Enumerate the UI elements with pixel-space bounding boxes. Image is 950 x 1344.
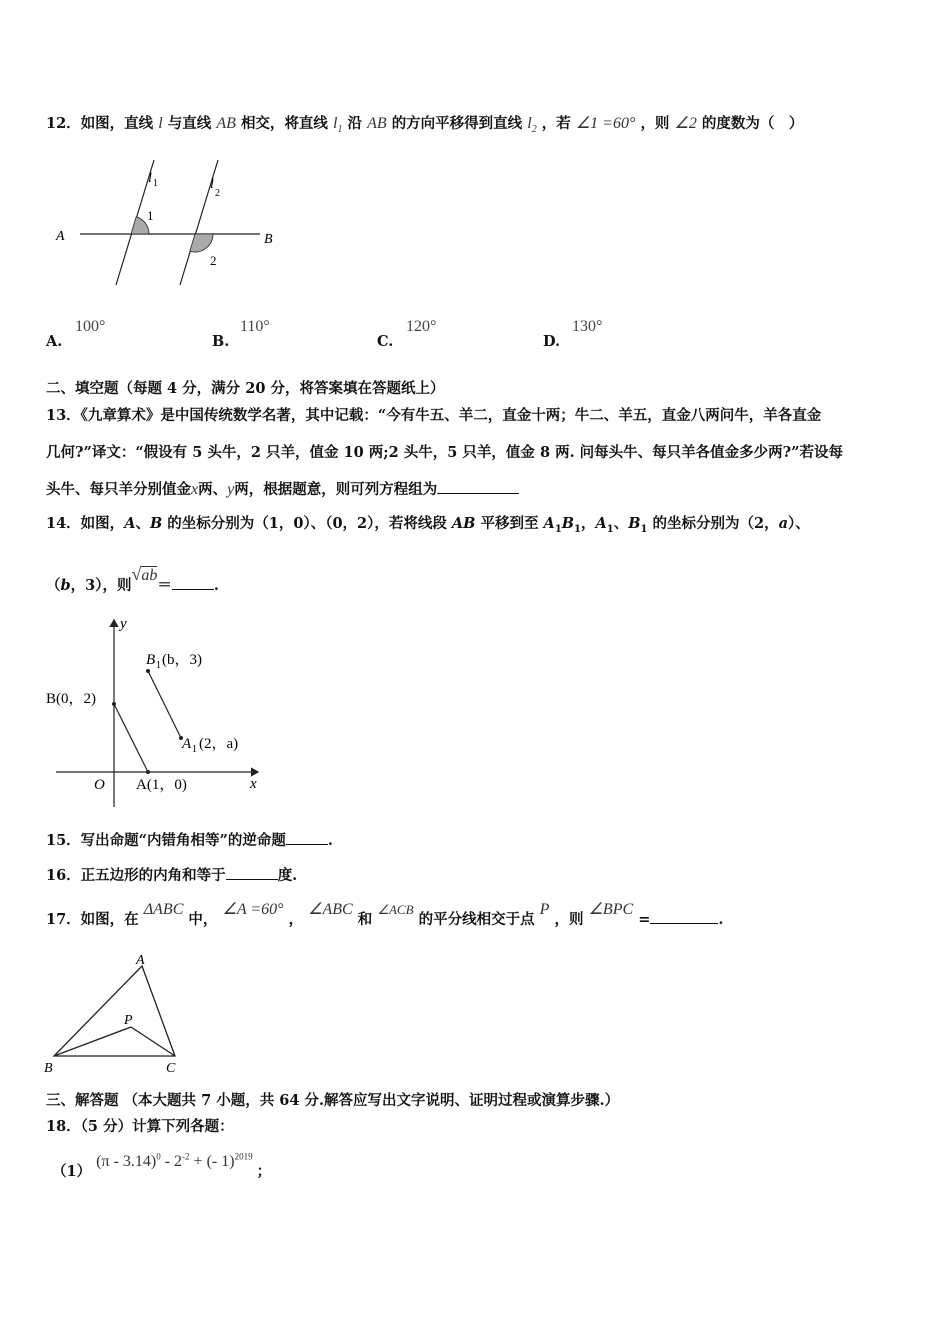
q14-line2: （b，3），则√ab＝ . — [46, 564, 219, 594]
label-angle-1: 1 — [147, 208, 154, 223]
label-l1: l — [148, 171, 152, 186]
segment-bp — [54, 1027, 131, 1056]
label-l2-sub: 2 — [215, 188, 220, 199]
q16-answer-blank[interactable] — [226, 865, 278, 880]
label-a1-sub: 1 — [192, 744, 197, 755]
q12-option-d-label[interactable]: D. — [543, 333, 561, 350]
point-b — [112, 702, 116, 706]
q18-part-1: （1） $(\pi - 3.14)^0 - 2^{-2}$ + (- 1)$^{2019}$ ； — [52, 1151, 272, 1180]
label-angle-2: 2 — [210, 253, 217, 268]
q12-option-d-value: 130° — [572, 318, 603, 335]
q12-option-b-label[interactable]: B. — [212, 333, 230, 350]
q16-stem: 16．正五边形的内角和等于 度. — [46, 867, 298, 884]
segment-a1b1 — [148, 671, 181, 738]
label-y: y — [120, 616, 127, 632]
q13-line2: 几何?”译文：“假设有 5 头牛，2 只羊，值金 10 两;2 头牛，5 只羊，值金 8 两. 问每头牛、每只羊各值金多少两?”若设每 — [46, 444, 844, 461]
angle-2-shade — [190, 234, 213, 252]
point-b1 — [146, 669, 150, 673]
q14-answer-blank[interactable] — [172, 575, 214, 590]
label-b: B — [264, 232, 273, 247]
q12-option-c-label[interactable]: C. — [377, 333, 394, 350]
label-l1-sub: 1 — [153, 178, 158, 189]
label-b1: B — [146, 652, 156, 668]
label-a: A — [56, 229, 65, 244]
label-a: A(1，0) — [136, 777, 187, 793]
q13-answer-blank[interactable] — [437, 479, 519, 494]
q12-option-a-value: 100° — [75, 318, 106, 335]
q12-figure — [50, 150, 290, 300]
label-a: A — [136, 953, 145, 968]
section-3-heading: 三、解答题 （本大题共 7 小题，共 64 分.解答应写出文字说明、证明过程或演算步骤.） — [46, 1092, 620, 1109]
label-l2: l — [210, 177, 214, 192]
triangle-abc — [54, 966, 175, 1056]
segment-cp — [131, 1027, 175, 1056]
q15-stem: 15．写出命题“内错角相等”的逆命题 . — [46, 832, 333, 849]
label-b1-sub: 1 — [156, 660, 161, 671]
section-2-heading: 二、填空题（每题 4 分，满分 20 分，将答案填在答题纸上） — [46, 380, 445, 397]
q13-line3: 头牛、每只羊分别值金x两、y两，根据题意，则可列方程组为 — [46, 478, 519, 499]
q14-figure — [44, 612, 274, 812]
label-a1: A — [182, 736, 192, 752]
label-c: C — [166, 1061, 176, 1076]
q17-figure — [40, 948, 200, 1078]
label-x: x — [250, 776, 257, 792]
label-b: B — [44, 1061, 53, 1076]
q14-line1: 14．如图，A、B 的坐标分别为（1，0）、（0，2），若将线段 AB 平移到至 $A_1B_1$，$A_1$、$B_1$ 的坐标分别为（2，a）、 — [46, 515, 810, 535]
label-b: B(0，2) — [46, 691, 96, 707]
label-b1-coord: (b，3) — [162, 652, 202, 668]
point-a — [146, 770, 150, 774]
q13-line1: 13．《九章算术》是中国传统数学名著，其中记载：“今有牛五、羊二，直金十两；牛二、羊五，直金八两问牛，羊各直金 — [46, 407, 822, 424]
q12-option-a-label[interactable]: A. — [46, 333, 63, 350]
q17-stem: 17．如图，在 ΔABC 中， ∠A =60° ， ∠ABC 和 ∠ACB 的平分线相交于点 P ，则 ∠BPC = . — [46, 901, 724, 928]
segment-ab — [114, 704, 148, 772]
q12-option-b-value: 110° — [240, 318, 270, 335]
q12-option-c-value: 120° — [406, 318, 437, 335]
q18-heading: 18．（5 分）计算下列各题： — [46, 1118, 234, 1135]
label-p: P — [124, 1013, 133, 1028]
q12-stem: 12．如图，直线 l 与直线 AB 相交，将直线 $l_1$ 沿 AB 的方向平移得到直线 $l_2$ ，若 ∠1 =60° ，则 ∠2 的度数为（ ） — [46, 115, 804, 135]
q17-answer-blank[interactable] — [650, 909, 718, 924]
q15-answer-blank[interactable] — [286, 830, 328, 845]
label-a1-coord: (2，a) — [199, 736, 239, 752]
label-origin: O — [94, 777, 105, 793]
